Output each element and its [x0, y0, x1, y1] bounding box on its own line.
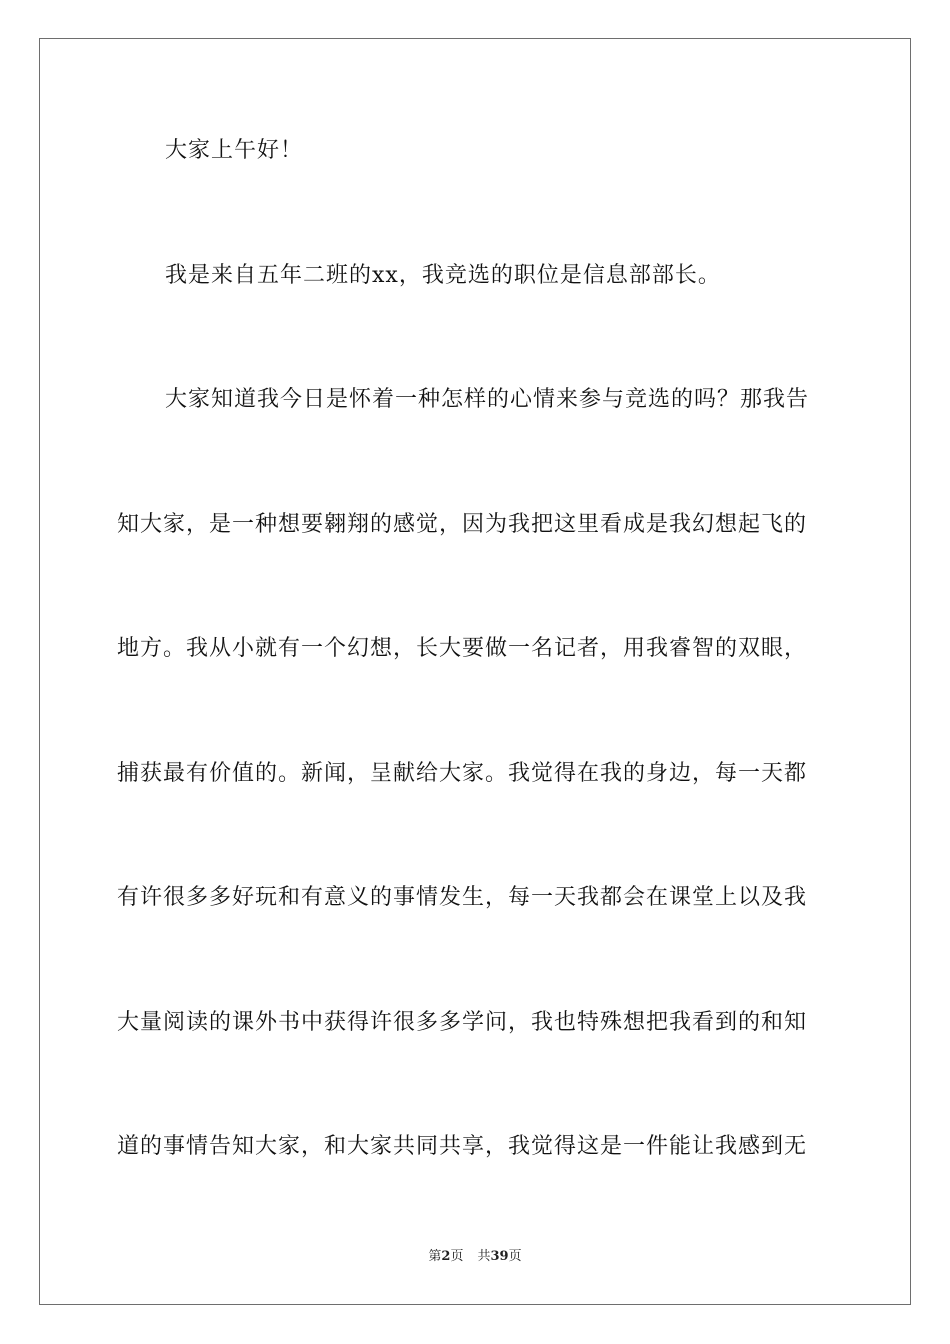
total-pages: 39 — [490, 1249, 509, 1264]
total-suffix: 页 — [508, 1249, 522, 1264]
page-suffix: 页 — [450, 1249, 464, 1264]
page-prefix: 第 — [428, 1249, 442, 1264]
body-line-3: 地方。我从小就有一个幻想，长大要做一名记者，用我睿智的双眼， — [117, 636, 808, 661]
body-line-6: 大量阅读的课外书中获得许很多多学问，我也特殊想把我看到的和知 — [117, 1010, 808, 1035]
body-line-4: 捕获最有价值的。新闻，呈献给大家。我觉得在我的身边，每一天都 — [117, 761, 808, 786]
body-line-5: 有许很多多好玩和有意义的事情发生，每一天我都会在课堂上以及我 — [117, 885, 808, 910]
intro-line: 我是来自五年二班的xx，我竞选的职位是信息部部长。 — [165, 263, 721, 288]
page-border — [39, 38, 911, 1305]
body-line-2: 知大家，是一种想要翱翔的感觉，因为我把这里看成是我幻想起飞的 — [117, 512, 808, 537]
greeting-line: 大家上午好！ — [165, 138, 304, 163]
page-number: 2 — [441, 1249, 451, 1264]
total-prefix: 共 — [477, 1249, 491, 1264]
body-line-1: 大家知道我今日是怀着一种怎样的心情来参与竞选的吗？那我告 — [165, 387, 810, 412]
page-footer — [0, 1248, 950, 1266]
body-line-7: 道的事情告知大家，和大家共同共享，我觉得这是一件能让我感到无 — [117, 1134, 808, 1159]
